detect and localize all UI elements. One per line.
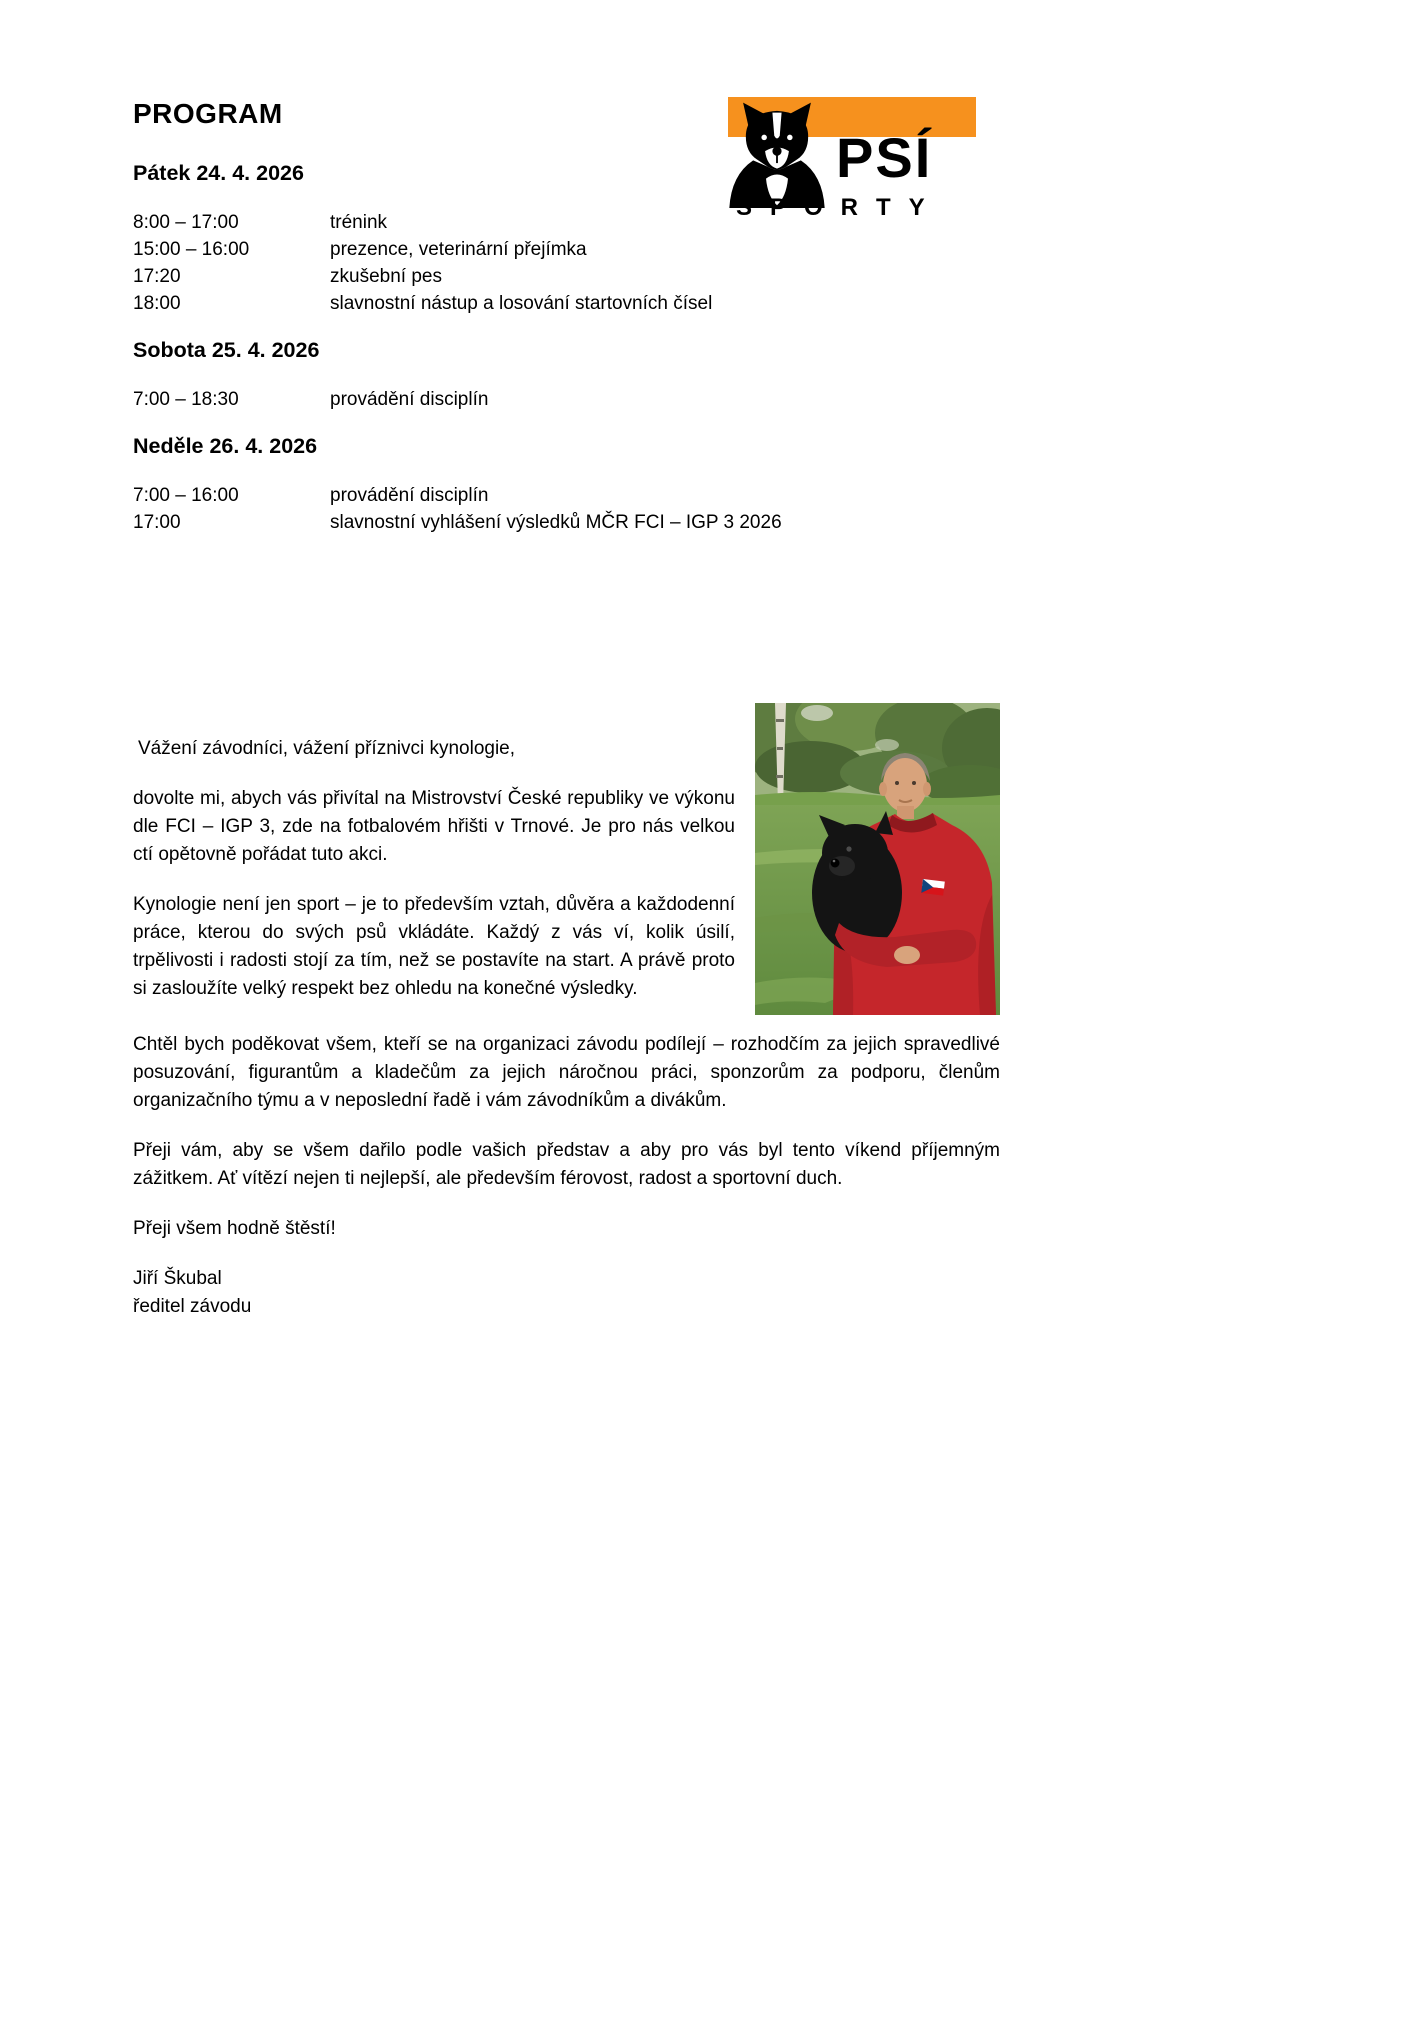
schedule-activity: provádění disciplín xyxy=(330,485,489,506)
logo-wordmark-sporty: SPORTY xyxy=(736,194,943,221)
schedule-activity: slavnostní nástup a losování startovních čísel xyxy=(330,293,713,314)
schedule-time: 15:00 – 16:00 xyxy=(133,239,250,260)
schedule-activity: trénink xyxy=(330,212,388,233)
schedule-time: 17:00 xyxy=(133,512,181,533)
psi-sporty-logo xyxy=(722,94,978,224)
welcome-letter xyxy=(133,703,1000,1321)
letter-paragraph-4: Přeji vám, aby se všem dařilo podle vašich představ a aby pro vás byl tento víkend příjemným zážitkem. Ať vítězí nejen ti nejlepší, ale především férovost, radost a sportovní duch. xyxy=(133,1140,1000,1189)
schedule-time: 17:20 xyxy=(133,266,181,287)
schedule-row xyxy=(133,263,873,290)
schedule-time: 8:00 – 17:00 xyxy=(133,212,239,233)
page-title: PROGRAM xyxy=(133,98,283,129)
border-collie-icon xyxy=(722,96,832,210)
schedule-row xyxy=(133,290,873,317)
schedule-row xyxy=(133,509,873,536)
letter-paragraph-2: Kynologie není jen sport – je to především vztah, důvěra a každodenní práce, kterou do svých psů vkládáte. Každý z vás ví, kolik úsilí, trpělivosti i radosti stojí za tím, než se postavíte na start. A právě proto si zasloužíte velký respekt bez ohledu na konečné výsledky. xyxy=(133,894,735,999)
signature-name: Jiří Škubal xyxy=(133,1268,222,1289)
letter-salutation: Vážení závodníci, vážení příznivci kynologie, xyxy=(138,738,516,759)
schedule-activity: slavnostní vyhlášení výsledků MČR FCI – IGP 3 2026 xyxy=(330,512,782,533)
schedule-time: 7:00 – 16:00 xyxy=(133,485,239,506)
signature-role: ředitel závodu xyxy=(133,1296,252,1317)
letter-paragraph-1: dovolte mi, abych vás přivítal na Mistrovství České republiky ve výkonu dle FCI – IGP 3, zde na fotbalovém hřišti v Trnové. Je pro nás velkou ctí opětovně pořádat tuto akci. xyxy=(133,788,735,865)
day-heading-sunday: Neděle 26. 4. 2026 xyxy=(133,434,318,458)
schedule-row xyxy=(133,386,873,413)
schedule-activity: provádění disciplín xyxy=(330,389,489,410)
day-heading-friday: Pátek 24. 4. 2026 xyxy=(133,161,304,185)
schedule-row xyxy=(133,482,873,509)
schedule-time: 18:00 xyxy=(133,293,181,314)
schedule-time: 7:00 – 18:30 xyxy=(133,389,239,410)
day-heading-saturday: Sobota 25. 4. 2026 xyxy=(133,338,320,362)
letter-paragraph-3: Chtěl bych poděkovat všem, kteří se na organizaci závodu podílejí – rozhodčím za jejich spravedlivé posuzování, figurantům a kladečům za jejich náročnou práci, sponzorům za podporu, členům organizačního týmu a v neposlední řadě i vám závodníkům a divákům. xyxy=(133,1034,1000,1111)
letter-closing: Přeji všem hodně štěstí! xyxy=(133,1218,336,1239)
director-photo xyxy=(755,703,1000,1015)
logo-wordmark-psi: PSÍ xyxy=(836,126,933,189)
schedule-activity: prezence, veterinární přejímka xyxy=(330,239,587,260)
schedule-activity: zkušební pes xyxy=(330,266,442,287)
schedule-row xyxy=(133,236,873,263)
signature-block xyxy=(133,1265,1000,1321)
